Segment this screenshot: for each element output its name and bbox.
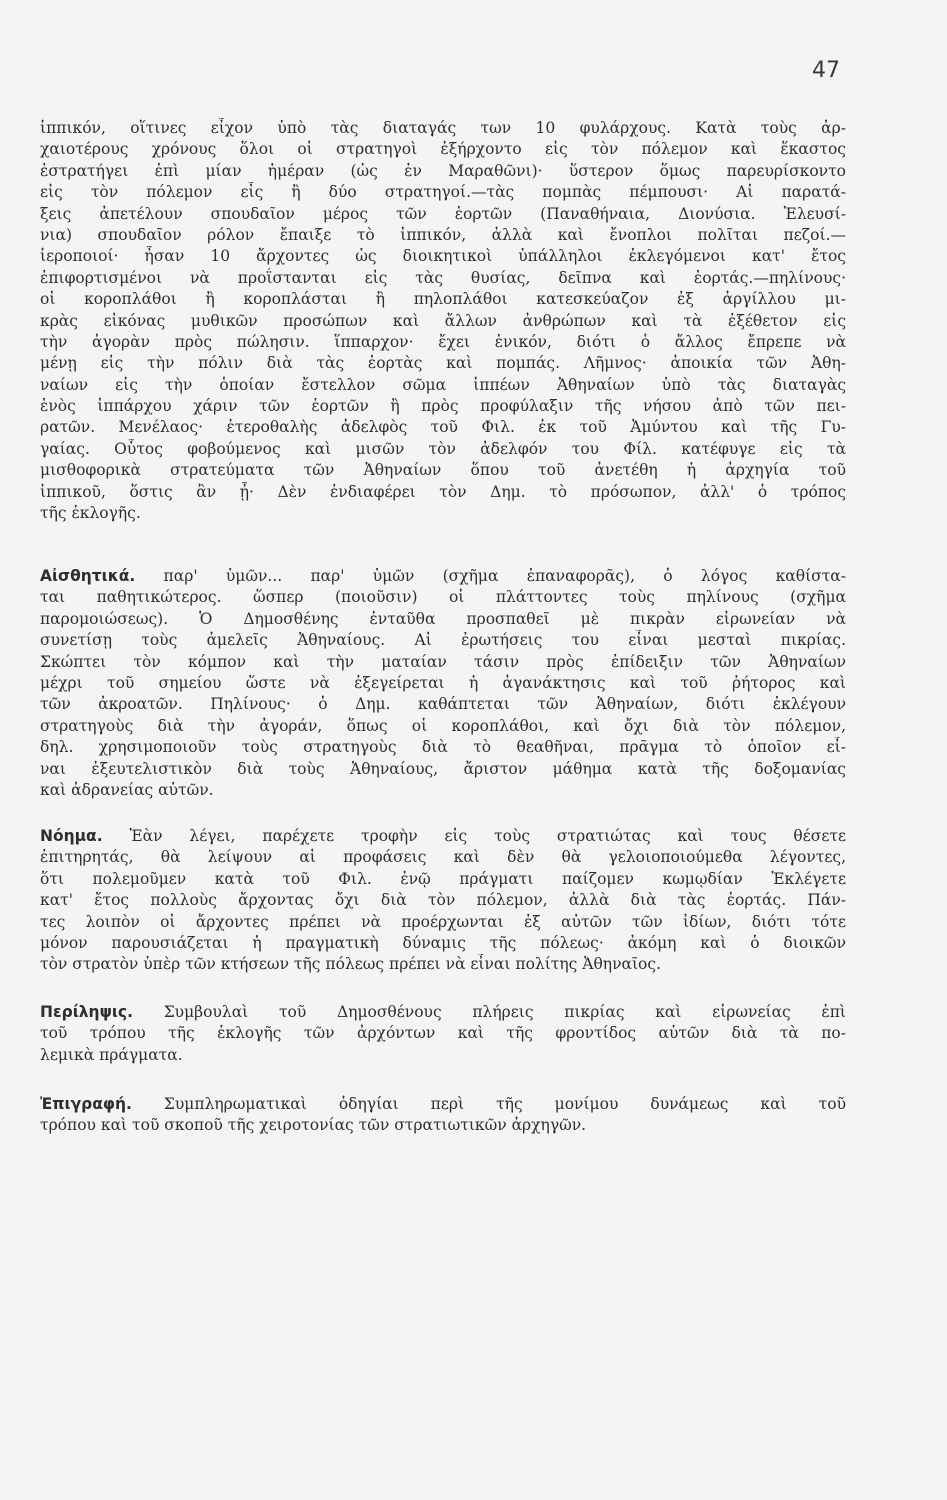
text-line: τες λοιπὸν οἱ ἄρχοντες πρέπει νὰ προέρχωνται ἐξ αὐτῶν τῶν ἰδίων, διότι τότε: [40, 912, 846, 931]
text-line: [40, 1094, 846, 1115]
text-line: ἱεροποιοί· ἦσαν 10 ἄρχοντες ὡς διοικητικοὶ ὑπάλληλοι ἐκλεγόμενοι κατ' ἔτος: [40, 247, 846, 266]
section-heading: Ἐπιγραφή.: [40, 1095, 132, 1113]
text-line: ἑνὸς ἱππάρχου χάριν τῶν ἑορτῶν ἢ πρὸς προφύλαξιν τῆς νήσου ἀπὸ τῶν πει-: [40, 397, 846, 416]
text-line: συνετίσῃ τοὺς ἀμελεῖς Ἀθηναίους. Αἱ ἐρωτήσεις του εἶναι μεσταὶ πικρίας.: [40, 631, 846, 650]
text-line: δηλ. χρησιμοποιοῦν τοὺς στρατηγοὺς διὰ τὸ θεαθῆναι, πρᾶγμα τὸ ὁποῖον εἶ-: [40, 738, 846, 757]
text-line: [40, 826, 846, 847]
text-line: κρὰς εἰκόνας μυθικῶν προσώπων καὶ ἄλλων ἀνθρώπων καὶ τὰ ἐξέθετον εἰς: [40, 311, 846, 330]
text-line: ναι ἐξευτελιστικὸν διὰ τοὺς Ἀθηναίους, ἄριστον μάθημα κατὰ τῆς δοξομανίας: [40, 759, 846, 778]
text-line: στρατηγοὺς διὰ τὴν ἀγοράν, ὅπως οἱ κοροπλάθοι, καὶ ὄχι διὰ τὸν πόλεμον,: [40, 716, 846, 735]
text-line: μένῃ εἰς τὴν πόλιν διὰ τὰς ἑορτὰς καὶ πομπάς. Λῆμνος· ἀποικία τῶν Ἀθη-: [40, 354, 846, 373]
text-line: γαίας. Οὗτος φοβούμενος καὶ μισῶν τὸν ἀδελφόν του Φίλ. κατέφυγε εἰς τὰ: [40, 439, 846, 458]
text-line: ἐστρατήγει ἐπὶ μίαν ἡμέραν (ὡς ἐν Μαραθῶνι)· ὕστερον ὅμως παρευρίσκοντο: [40, 161, 846, 180]
text-line: νια) σπουδαῖον ρόλον ἔπαιξε τὸ ἱππικόν, ἀλλὰ καὶ ἔνοπλοι πολῖται πεζοί.—: [40, 225, 846, 244]
text-line: τὸν στρατὸν ὑπὲρ τῶν κτήσεων τῆς πόλεως πρέπει νὰ εἶναι πολίτης Ἀθηναῖος.: [40, 955, 661, 974]
text-line: ἐπιφορτισμένοι νὰ προΐστανται εἰς τὰς θυσίας, δεῖπνα καὶ ἑορτάς.—πηλίνους·: [40, 268, 846, 287]
text-line: ἱππικόν, οἵτινες εἶχον ὑπὸ τὰς διαταγάς των 10 φυλάρχους. Κατὰ τοὺς ἀρ-: [40, 119, 846, 137]
section-heading: Νόημα.: [40, 827, 103, 845]
text-line: ται παθητικώτερος. ὥσπερ (ποιοῦσιν) οἱ πλάττοντες τοὺς πηλίνους (σχῆμα: [40, 588, 846, 607]
text-line: ἱππικοῦ, ὅστις ἂν ᾖ· Δὲν ἐνδιαφέρει τὸν Δημ. τὸ πρόσωπον, ἀλλ' ὁ τρόπος: [40, 482, 846, 501]
text-line: τοῦ τρόπου τῆς ἐκλογῆς τῶν ἀρχόντων καὶ τῆς φροντίδος αὐτῶν διὰ τὰ πο-: [40, 1024, 846, 1043]
paragraph-epigraphe: [40, 1094, 846, 1137]
text-line: ναίων εἰς τὴν ὁποίαν ἔστελλον σῶμα ἱππέων Ἀθηναίων ὑπὸ τὰς διαταγὰς: [40, 375, 846, 394]
text-line: [40, 566, 846, 587]
text-line: κατ' ἔτος πολλοὺς ἄρχοντας ὄχι διὰ τὸν πόλεμον, ἀλλὰ διὰ τὰς ἑορτάς. Πάν-: [40, 891, 846, 910]
text-fragment: Συμπληρωματικαὶ ὁδηγίαι περὶ τῆς μονίμου δυνάμεως καὶ τοῦ: [131, 1095, 846, 1113]
text-fragment: παρ' ὑμῶν... παρ' ὑμῶν (σχῆμα ἐπαναφορᾶς), ὁ λόγος καθίστα-: [135, 567, 846, 585]
text-line: τρόπου καὶ τοῦ σκοποῦ τῆς χειροτονίας τῶν στρατιωτικῶν ἀρχηγῶν.: [40, 1116, 587, 1135]
text-line: ἐπιτηρητάς, θὰ λείψουν αἱ προφάσεις καὶ δὲν θὰ γελοιοποιούμεθα λέγοντες,: [40, 848, 846, 867]
text-line: [40, 1002, 846, 1023]
text-line: ξεις ἀπετέλουν σπουδαῖον μέρος τῶν ἑορτῶν (Παναθήναια, Διονύσια. Ἐλευσί-: [40, 204, 846, 223]
text-line: ρατῶν. Μενέλαος· ἑτεροθαλὴς ἀδελφὸς τοῦ Φιλ. ἐκ τοῦ Ἀμύντου καὶ τῆς Γυ-: [40, 418, 846, 437]
page-number: 47: [812, 58, 840, 83]
paragraph-aisthetika: [40, 566, 846, 801]
paragraph-noema: [40, 826, 846, 976]
text-line: οἱ κοροπλάθοι ἢ κοροπλάσται ἢ πηλοπλάθοι κατεσκεύαζον ἐξ ἀργίλλου μι-: [40, 290, 846, 309]
text-line: ὅτι πολεμοῦμεν κατὰ τοῦ Φιλ. ἐνῷ πράγματι παίζομεν κωμῳδίαν Ἐκλέγετε: [40, 869, 846, 888]
text-line: τῆς ἐκλογῆς.: [40, 504, 141, 523]
section-heading: Αἰσθητικά.: [40, 567, 136, 585]
text-line: εἰς τὸν πόλεμον εἷς ἢ δύο στρατηγοί.—τὰς πομπὰς πέμπουσι· Αἱ παρατά-: [40, 183, 846, 202]
text-fragment: Ἐὰν λέγει, παρέχετε τροφὴν εἰς τοὺς στρατιώτας καὶ τους θέσετε: [102, 827, 846, 845]
text-line: παρομοιώσεως). Ὁ Δημοσθένης ἐνταῦθα προσπαθεῖ μὲ πικρὰν εἰρωνείαν νὰ: [40, 609, 846, 628]
text-line: καὶ ἀδρανείας αὐτῶν.: [40, 780, 214, 799]
text-line: μέχρι τοῦ σημείου ὥστε νὰ ἐξεγείρεται ἡ ἀγανάκτησις καὶ τοῦ ῥήτορος καὶ: [40, 673, 846, 692]
text-line: χαιοτέρους χρόνους ὅλοι οἱ στρατηγοὶ ἐξήρχοντο εἰς τὸν πόλεμον καὶ ἕκαστος: [40, 140, 846, 159]
text-fragment: Συμβουλαὶ τοῦ Δημοσθένους πλήρεις πικρίας καὶ εἰρωνείας ἐπὶ: [133, 1003, 846, 1021]
text-line: Σκώπτει τὸν κόμπον καὶ τὴν ματαίαν τάσιν πρὸς ἐπίδειξιν τῶν Ἀθηναίων: [40, 652, 846, 671]
text-line: λεμικὰ πράγματα.: [40, 1045, 183, 1064]
text-line: μισθοφορικὰ στρατεύματα τῶν Ἀθηναίων ὅπου τοῦ ἀνετέθη ἡ ἀρχηγία τοῦ: [40, 461, 846, 480]
paragraph-perilepsis: [40, 1002, 846, 1066]
paragraph-commentary: [40, 118, 846, 524]
text-line: τῶν ἀκροατῶν. Πηλίνους· ὁ Δημ. καθάπτεται τῶν Ἀθηναίων, διότι ἐκλέγουν: [40, 695, 846, 714]
text-line: τὴν ἀγορὰν πρὸς πώλησιν. ἵππαρχον· ἔχει ἑνικόν, διότι ὁ ἄλλος ἔπρεπε νὰ: [40, 332, 846, 351]
section-heading: Περίληψις.: [40, 1003, 133, 1021]
text-line: μόνον παρουσιάζεται ἡ πραγματικὴ δύναμις τῆς πόλεως· ἀκόμη καὶ ὁ διοικῶν: [40, 933, 846, 952]
